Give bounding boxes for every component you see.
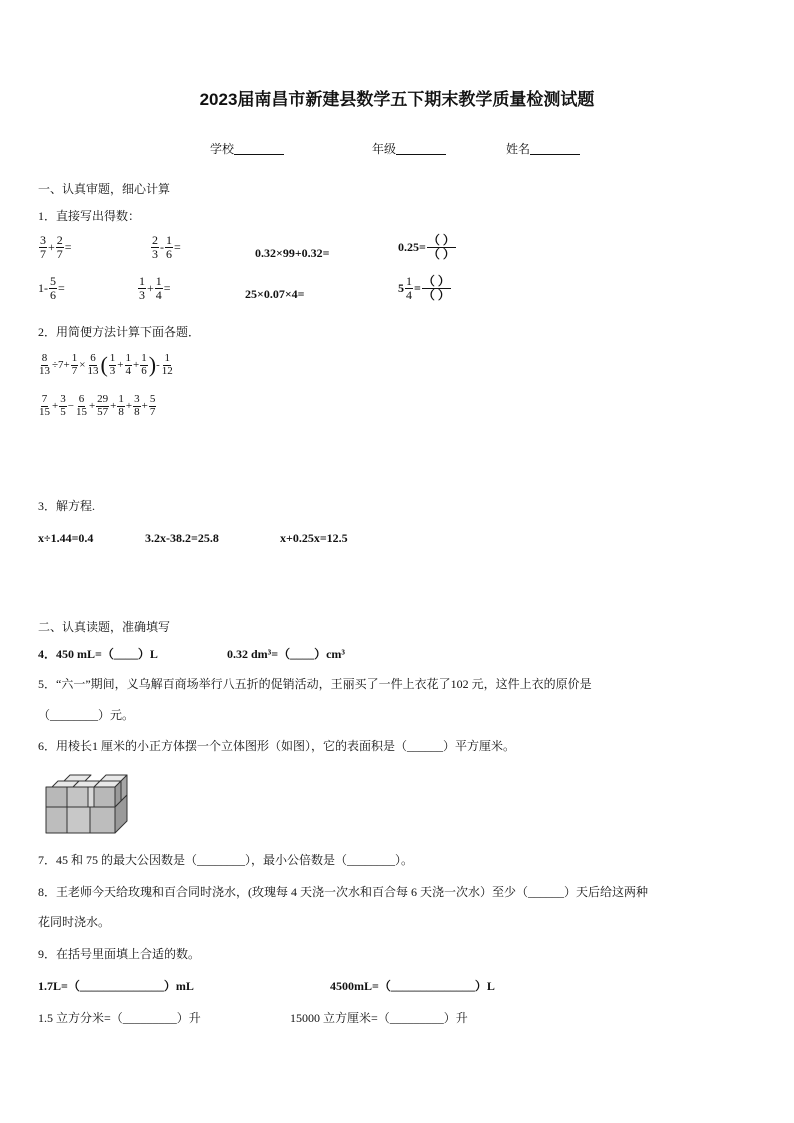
- fraction-denominator: 6: [141, 364, 147, 377]
- q5-line-2: （________）元。: [38, 708, 135, 722]
- q3-equation-3: x+0.25x=12.5: [280, 531, 348, 545]
- fraction-denominator: 13: [87, 364, 99, 377]
- q8-line-2: 花同时浇水。: [38, 915, 111, 929]
- q6-text: 6．用棱长1 厘米的小正方体摆一个立体图形（如图），它的表面积是（______）平方厘米。: [38, 739, 516, 753]
- fraction-numerator: 3: [60, 393, 66, 405]
- name-label: 姓名: [506, 142, 531, 156]
- operator: +: [52, 400, 59, 413]
- fraction-numerator: 1: [164, 351, 170, 364]
- q2-expression-2: [37, 394, 157, 418]
- cube-front-face: [46, 787, 67, 807]
- equals: =: [174, 239, 181, 254]
- fraction-denominator: 7: [149, 405, 156, 418]
- q1-item-8: [398, 275, 452, 301]
- fraction-numerator: 1: [155, 274, 162, 288]
- operator: −: [67, 400, 74, 413]
- operator: +: [141, 400, 148, 413]
- paren-open: (: [100, 352, 108, 377]
- fraction-denominator: 12: [161, 364, 173, 377]
- fraction-denominator: 3: [109, 364, 116, 377]
- q2-expression-1: [37, 352, 175, 378]
- q3-equation-1: x÷1.44=0.4: [38, 531, 94, 545]
- name-field: [506, 142, 580, 155]
- q1-item-5: [38, 275, 65, 301]
- operator: ÷7+: [52, 359, 70, 371]
- section2-heading: 二、认真读题，准确填写: [38, 620, 171, 634]
- q3-equation-2: 3.2x-38.2=25.8: [145, 531, 219, 545]
- lead-text: 5: [398, 280, 404, 295]
- section1-heading: 一、认真审题，细心计算: [38, 182, 171, 196]
- fraction-numerator: 2: [56, 233, 63, 247]
- fraction-denominator: 8: [134, 405, 140, 418]
- fraction-denominator: 5: [60, 405, 66, 418]
- q5-line-1: 5．“六一”期间，义乌解百商场举行八五折的促销活动，王丽买了一件上衣花了102 元，这件上衣的原价是: [38, 677, 592, 691]
- school-blank: [234, 142, 284, 155]
- q1-item-4: [398, 234, 457, 260]
- fraction-denominator: 3: [139, 287, 145, 302]
- operator: ×: [79, 359, 86, 371]
- lead-text: 1-: [38, 280, 48, 295]
- fraction-numerator: 1: [166, 233, 172, 247]
- operator: +: [125, 400, 133, 413]
- fraction-denominator: 13: [39, 364, 50, 377]
- fraction-denominator: 6: [50, 287, 56, 302]
- fraction-numerator: 8: [41, 351, 48, 364]
- cube-front-face: [67, 807, 90, 833]
- fraction-numerator: 1: [118, 393, 124, 405]
- fraction-denominator: 4: [155, 287, 162, 302]
- fraction-numerator: 1: [125, 351, 132, 364]
- answer-denominator-blank: （ ）: [422, 287, 450, 302]
- name-blank: [530, 142, 580, 155]
- q1-item-6: [137, 275, 171, 301]
- fraction-denominator: 8: [118, 405, 124, 418]
- fraction-denominator: 7: [56, 246, 63, 261]
- school-label: 学校: [210, 142, 235, 156]
- cube-top-face: [64, 775, 91, 781]
- grade-field: [372, 142, 446, 155]
- operator: +: [133, 359, 140, 371]
- equals: =: [64, 239, 72, 254]
- fraction-denominator: 15: [75, 405, 87, 418]
- operator: +: [88, 400, 96, 413]
- fraction-numerator: 1: [71, 351, 78, 364]
- answer-numerator-blank: （ ）: [422, 274, 450, 288]
- fraction-numerator: 5: [50, 274, 56, 288]
- q7-text: 7．45 和 75 的最大公因数是（________），最小公倍数是（________）。: [38, 853, 414, 867]
- q9-part-b: 4500mL=（______________）L: [330, 979, 495, 993]
- grade-blank: [396, 142, 446, 155]
- fraction-denominator: 15: [39, 405, 50, 418]
- operator: +: [110, 400, 117, 413]
- fraction-denominator: 57: [97, 405, 109, 418]
- operator: -: [160, 239, 164, 254]
- cube-front-face: [90, 807, 115, 833]
- q4-part-a: 4．450 mL=（____）L: [38, 647, 158, 661]
- answer-denominator-blank: （ ）: [427, 246, 455, 261]
- q8-line-1: 8．王老师今天给玫瑰和百合同时浇水，(玫瑰每 4 天浇一次水和百合每 6 天浇一次水）至少（______）天后给这两种: [38, 885, 649, 899]
- cube-figure: [44, 771, 134, 837]
- equals: =: [58, 280, 65, 295]
- fraction-numerator: 29: [97, 393, 109, 405]
- paren-close: ): [148, 352, 157, 377]
- page-title: 2023届南昌市新建县数学五下期末教学质量检测试题: [199, 90, 595, 109]
- cube-side-face: [88, 787, 94, 807]
- q1-item-3: 0.32×99+0.32=: [255, 246, 330, 260]
- fraction-denominator: 3: [152, 246, 158, 261]
- fraction-denominator: 4: [125, 364, 132, 377]
- fraction-numerator: 2: [152, 233, 158, 247]
- operator: -: [156, 359, 160, 371]
- fraction-numerator: 3: [40, 233, 46, 247]
- fraction-numerator: 1: [109, 351, 116, 364]
- school-field: [210, 142, 284, 155]
- fraction-denominator: 6: [166, 246, 172, 261]
- lead-text: 0.25=: [398, 239, 426, 254]
- q1-item-1: [38, 234, 72, 260]
- q2-label: 2．用简便方法计算下面各题．: [38, 325, 201, 339]
- fraction-numerator: 1: [139, 274, 145, 288]
- equals: =: [163, 280, 171, 295]
- equals: =: [414, 280, 421, 295]
- fraction-numerator: 3: [134, 393, 140, 405]
- q3-label: 3．解方程.: [38, 499, 96, 513]
- q9-part-d: 15000 立方厘米=（_________）升: [290, 1011, 468, 1025]
- operator: +: [147, 280, 154, 295]
- operator: +: [117, 359, 124, 371]
- fraction-numerator: 6: [90, 351, 96, 364]
- fraction-numerator: 7: [41, 393, 48, 405]
- fraction-numerator: 1: [141, 351, 147, 364]
- q9-label: 9．在括号里面填上合适的数。: [38, 947, 201, 961]
- answer-numerator-blank: （ ）: [427, 233, 455, 247]
- q9-part-c: 1.5 立方分米=（_________）升: [38, 1011, 201, 1025]
- cube-front-face: [67, 787, 88, 807]
- operator: +: [48, 239, 55, 254]
- grade-label: 年级: [372, 142, 397, 156]
- fraction-numerator: 6: [78, 393, 85, 405]
- cube-front-face: [46, 807, 67, 833]
- fraction-numerator: 5: [149, 393, 156, 405]
- q1-item-2: [150, 234, 181, 260]
- fraction-numerator: 1: [406, 274, 412, 288]
- cube-front-face: [94, 787, 115, 807]
- q1-label: 1．直接写出得数：: [38, 209, 141, 223]
- fraction-denominator: 7: [40, 246, 46, 261]
- fraction-denominator: 7: [71, 364, 78, 377]
- q1-item-7: 25×0.07×4=: [245, 287, 305, 301]
- q9-part-a: 1.7L=（______________）mL: [38, 979, 194, 993]
- fraction-denominator: 4: [406, 287, 412, 302]
- q4-part-b: 0.32 dm³=（____）cm³: [227, 647, 346, 661]
